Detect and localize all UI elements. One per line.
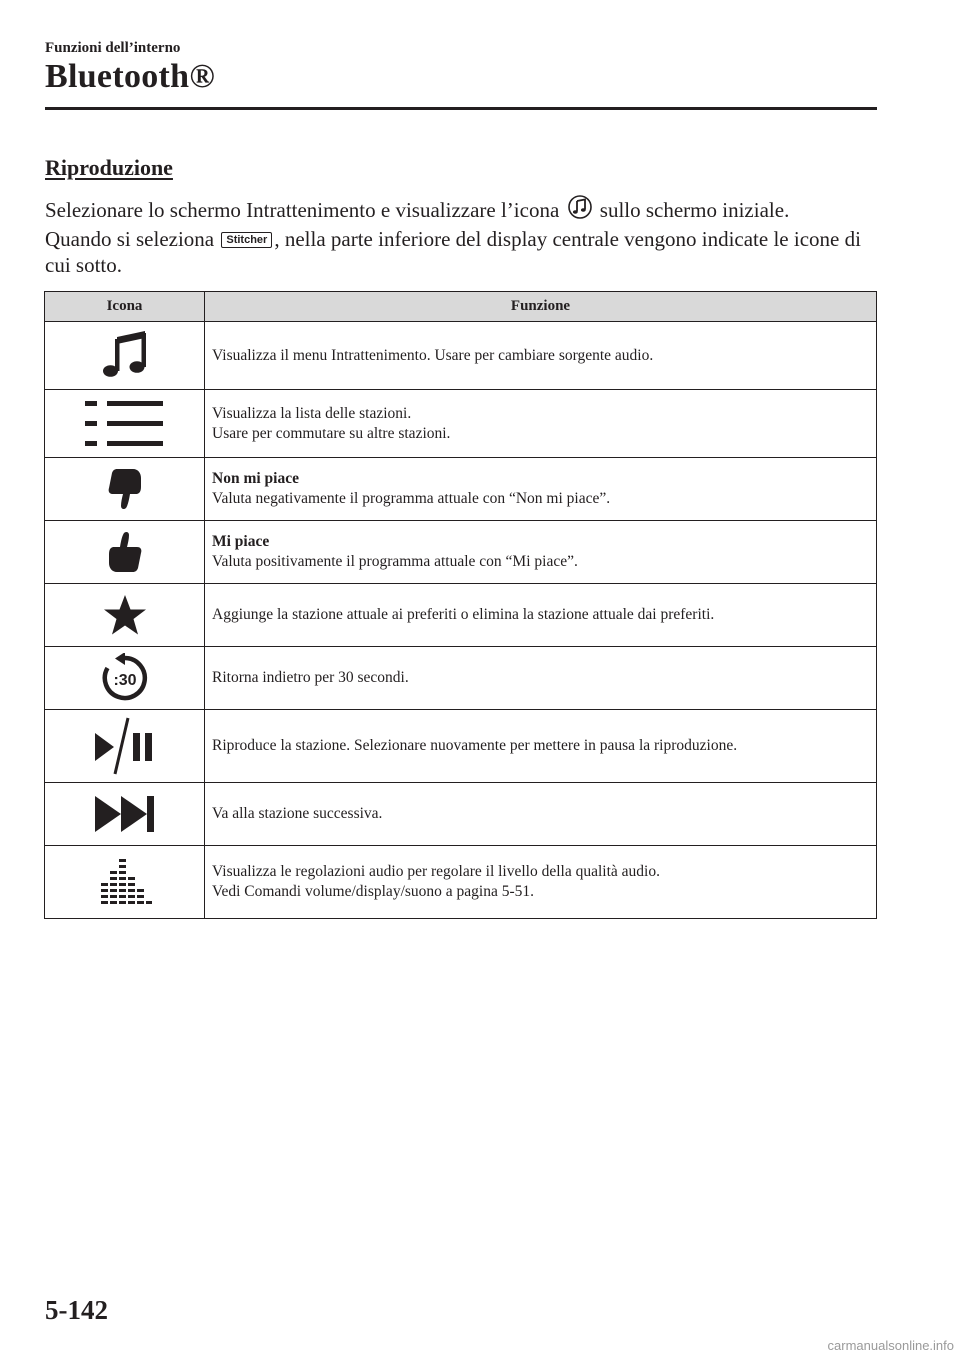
subsection-heading: Riproduzione <box>45 155 173 180</box>
icon-cell <box>45 647 205 710</box>
thumbs-up-icon <box>45 530 204 574</box>
table-row <box>45 647 877 710</box>
desc-line: Riproduce la stazione. Selezionare nuovamente per mettere in pausa la riproduzione. <box>212 737 738 754</box>
desc-line: Usare per commutare su altre stazioni. <box>212 424 451 442</box>
function-desc <box>205 584 877 647</box>
rewind-30-label: :30 <box>112 672 137 689</box>
function-desc <box>205 390 877 458</box>
header-icon: Icona <box>45 292 205 322</box>
intro-text-2: sullo schermo iniziale. <box>599 198 790 222</box>
equalizer-icon <box>45 857 204 907</box>
rewind-30-icon <box>45 653 204 703</box>
desc-line: Va alla stazione successiva. <box>212 805 383 822</box>
table-row <box>45 521 877 584</box>
intro-text-3: Quando si seleziona <box>45 227 215 251</box>
list-icon <box>45 397 204 451</box>
function-desc <box>205 458 877 521</box>
icon-function-table <box>44 291 877 919</box>
function-desc <box>205 710 877 783</box>
star-icon <box>45 594 204 636</box>
table-row <box>45 846 877 919</box>
table-row <box>45 783 877 846</box>
chapter-title: Funzioni dell’interno <box>45 40 181 56</box>
icon-cell <box>45 783 205 846</box>
function-desc <box>205 647 877 710</box>
icon-cell <box>45 710 205 783</box>
desc-title: Non mi piace <box>212 470 299 487</box>
desc-line: Valuta positivamente il programma attuale con “Mi piace”. <box>212 553 578 570</box>
table-header-row <box>45 292 877 322</box>
icon-cell <box>45 458 205 521</box>
desc-line: Vedi Comandi volume/display/suono a pagina 5-51. <box>212 883 535 900</box>
function-desc <box>205 846 877 919</box>
play-pause-icon <box>45 716 204 776</box>
desc-line: Ritorna indietro per 30 secondi. <box>212 669 409 686</box>
intro-paragraph <box>45 194 885 278</box>
function-desc <box>205 322 877 390</box>
skip-next-icon <box>45 794 204 834</box>
icon-cell <box>45 322 205 390</box>
header-function: Funzione <box>205 292 877 322</box>
section-title: Bluetooth® <box>45 58 216 95</box>
desc-line: Valuta negativamente il programma attuale con “Non mi piace”. <box>212 490 611 507</box>
intro-text-4: , nella parte inferiore del display centrale vengono indicate le icone di cui sotto. <box>45 227 861 277</box>
desc-title: Mi piace <box>212 533 270 550</box>
table-row <box>45 458 877 521</box>
header-rule <box>45 107 877 110</box>
icon-cell <box>45 390 205 458</box>
watermark: carmanualsonline.info <box>827 1338 954 1353</box>
thumbs-down-icon <box>45 467 204 511</box>
table-row <box>45 322 877 390</box>
desc-line: Visualizza le regolazioni audio per regolare il livello della qualità audio. <box>212 863 660 880</box>
function-desc <box>205 783 877 846</box>
desc-line: Aggiunge la stazione attuale ai preferiti o elimina la stazione attuale dai preferiti. <box>212 606 715 623</box>
icon-cell <box>45 584 205 647</box>
page-number: 5-142 <box>45 1295 108 1325</box>
desc-line: Visualizza il menu Intrattenimento. Usare per cambiare sorgente audio. <box>212 346 654 364</box>
intro-text-1: Selezionare lo schermo Intrattenimento e visualizzare l’icona <box>45 198 560 222</box>
music-note-icon <box>568 194 592 226</box>
stitcher-tag: Stitcher <box>221 232 272 248</box>
icon-cell <box>45 846 205 919</box>
table-row <box>45 584 877 647</box>
table-row <box>45 390 877 458</box>
function-desc <box>205 521 877 584</box>
desc-line: Visualizza la lista delle stazioni. <box>212 404 412 422</box>
icon-cell <box>45 521 205 584</box>
table-row <box>45 710 877 783</box>
music-note-icon <box>45 329 204 383</box>
